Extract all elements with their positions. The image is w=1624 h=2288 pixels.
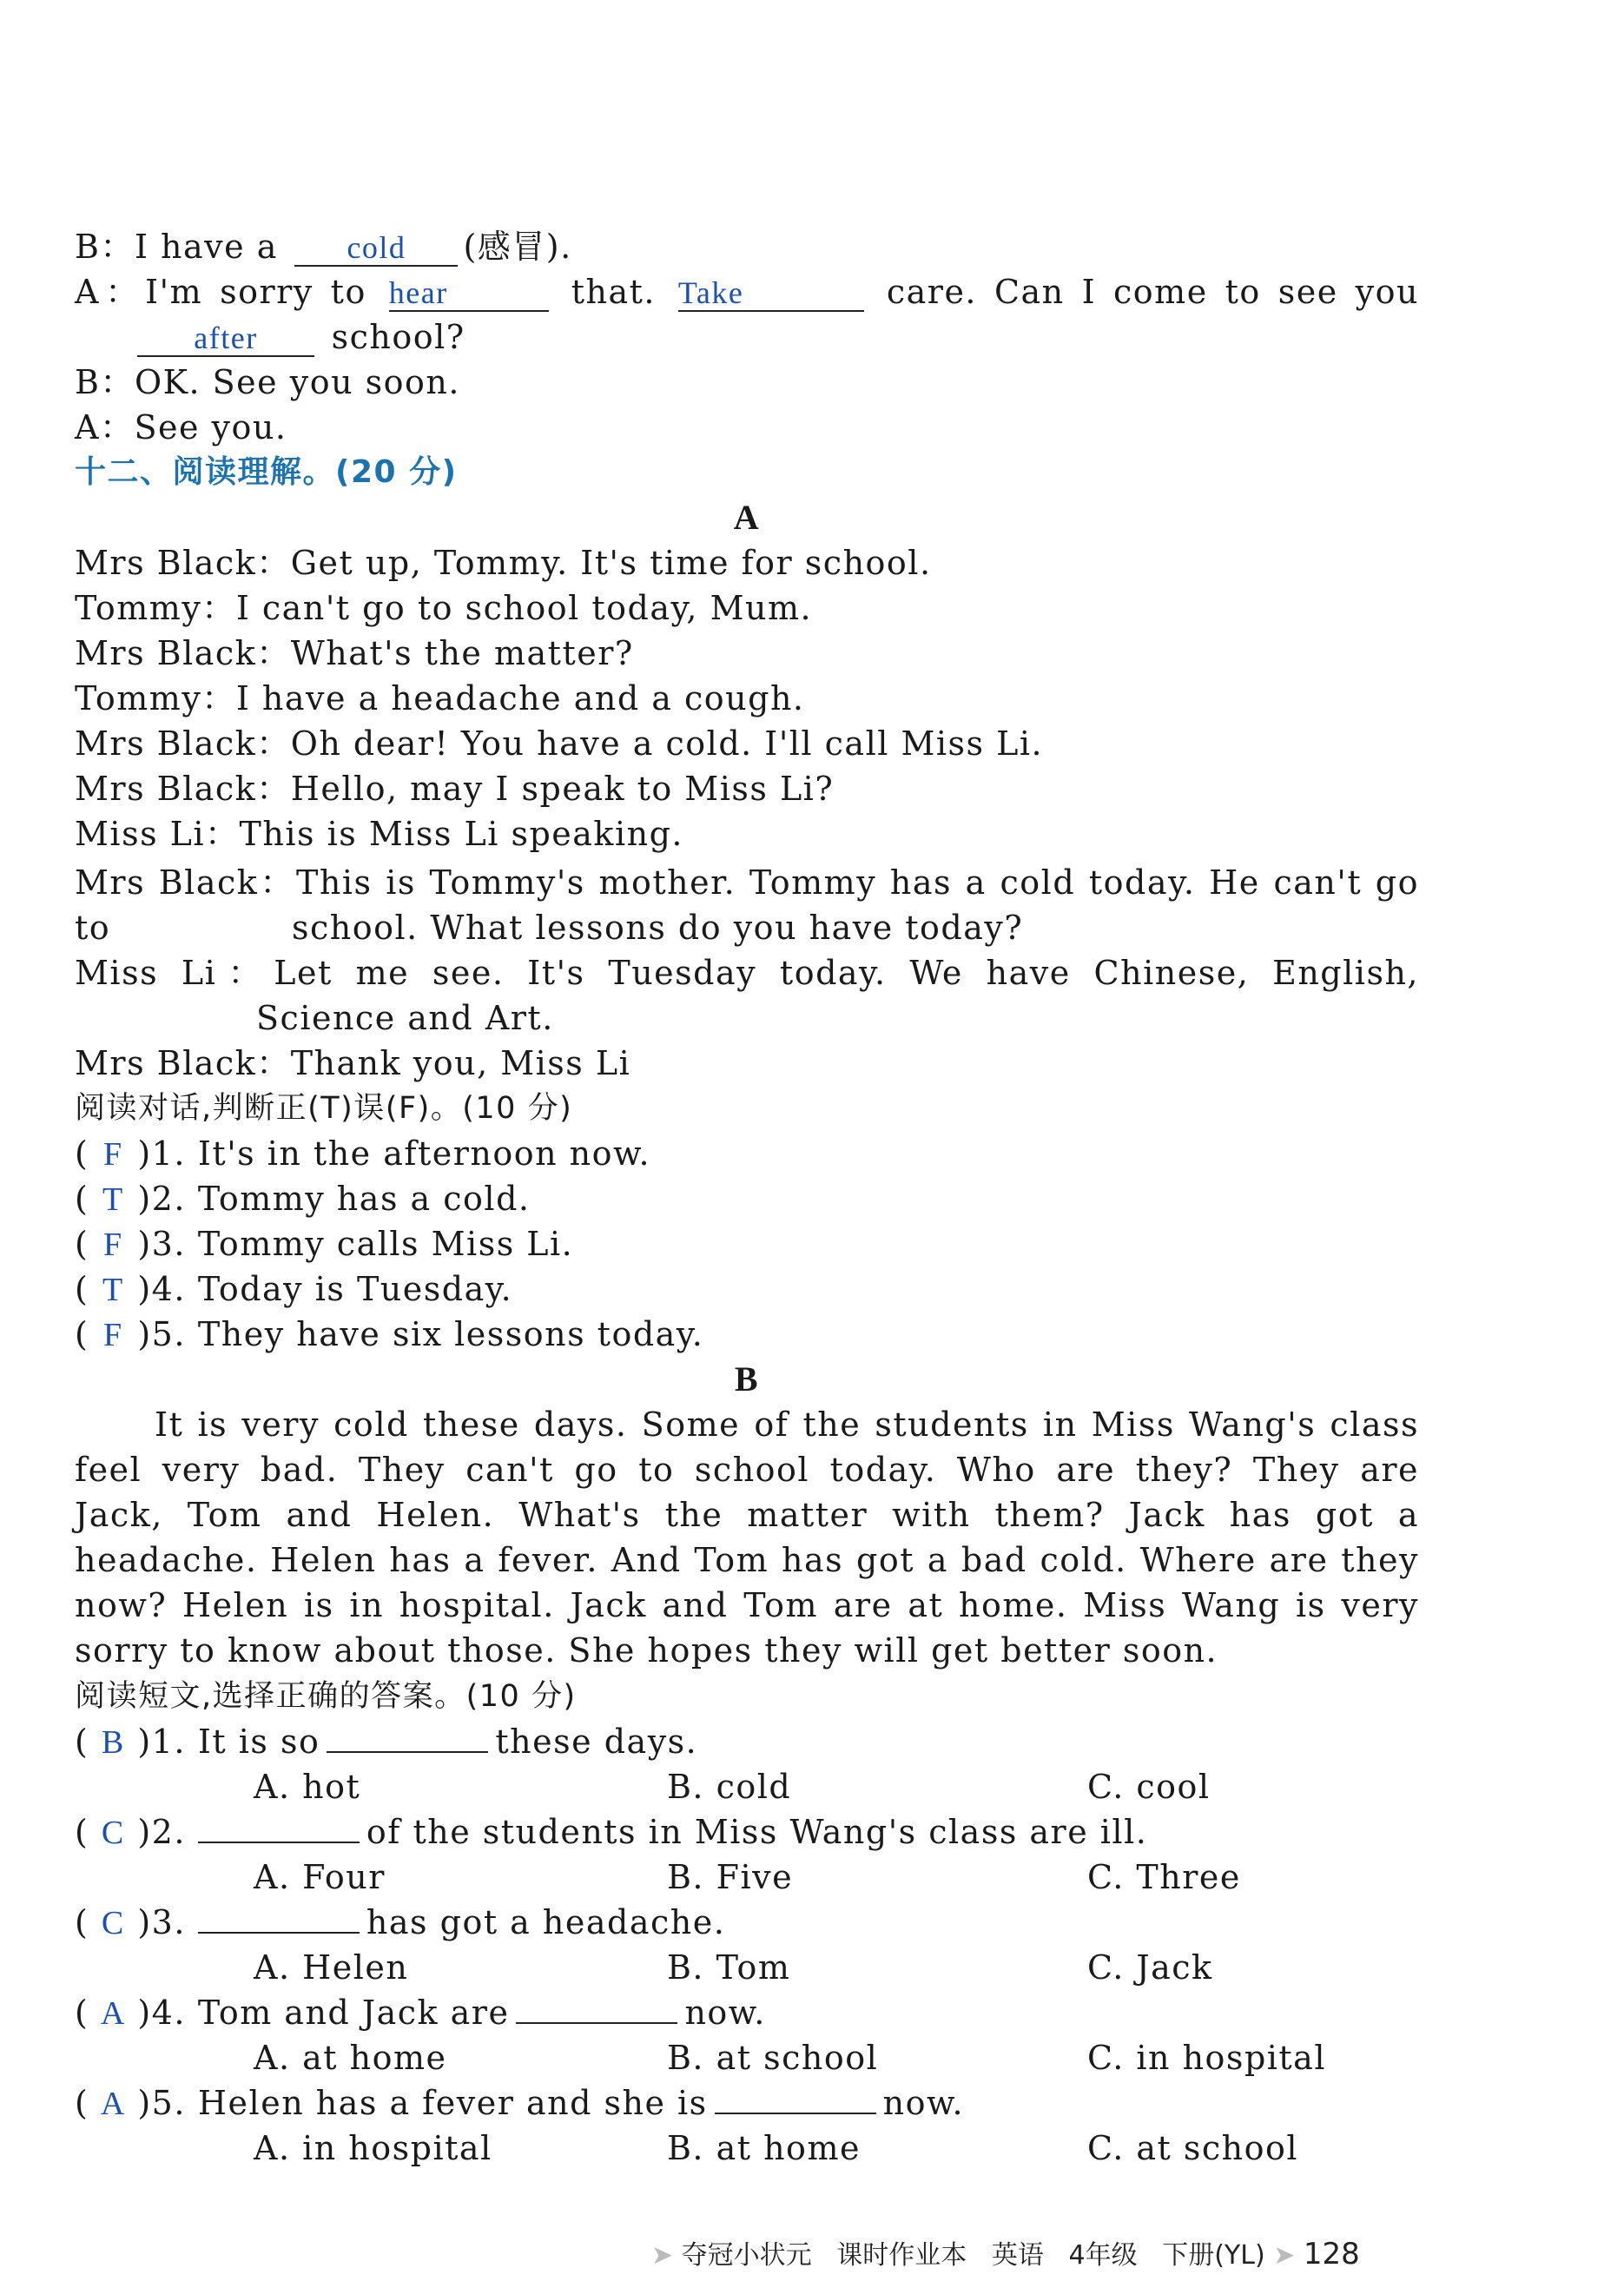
speaker: Mrs Black： (75, 724, 291, 763)
question-text: It's in the afternoon now. (197, 1134, 651, 1173)
dialogue-text: This is Miss Li speaking. (239, 815, 683, 853)
mc-answer[interactable]: C (101, 1815, 125, 1851)
dialogue-line-last (75, 1041, 630, 1086)
dialogue-text: I have a headache and a cough. (235, 679, 805, 717)
mc-answer[interactable]: B (101, 1724, 125, 1761)
dialogue-text: OK. See you soon. (134, 363, 460, 401)
passage-line: Jack, Tom and Helen. What's the matter with them? Jack has got a (75, 1496, 1419, 1534)
tf-answer[interactable]: T (102, 1181, 124, 1218)
paren-open: ( (75, 1903, 89, 1941)
speaker: A： (75, 273, 146, 311)
tf-question (75, 1176, 530, 1222)
footer-volume: 下册(YL) (1162, 2240, 1265, 2271)
footer-subject: 英语 (991, 2240, 1044, 2271)
option-b[interactable]: B. Tom (667, 1948, 791, 1987)
option-b[interactable]: B. cold (667, 1768, 792, 1806)
question-number: )1. (137, 1134, 186, 1173)
speaker: A： (75, 408, 135, 446)
speaker: Mrs Black： (75, 544, 291, 582)
dialogue-text: that. (571, 273, 656, 311)
dialogue-line-b2 (75, 360, 460, 405)
answer-blank-after[interactable]: after (137, 321, 314, 357)
page-footer (651, 2237, 1360, 2273)
dialogue-line (75, 540, 932, 585)
speaker: Tommy： (75, 589, 236, 627)
answer-blank[interactable] (715, 2083, 876, 2114)
paren-open: ( (75, 1180, 89, 1218)
question-body (198, 1994, 766, 2032)
question-number: )3. (137, 1903, 186, 1941)
mc-question (75, 2080, 964, 2126)
paren-open: ( (75, 1994, 89, 2032)
speaker: Tommy： (75, 679, 236, 717)
option-a[interactable]: A. at home (254, 2039, 447, 2077)
speaker: B： (75, 228, 135, 266)
paren-open: ( (75, 1315, 89, 1353)
page-number: 128 (1303, 2237, 1360, 2271)
dialogue-line (75, 676, 805, 721)
tf-answer[interactable]: F (103, 1227, 123, 1263)
question-body (198, 1813, 1147, 1851)
dialogue-text: I can't go to school today, Mum. (235, 589, 813, 627)
dialogue-text: I'm sorry to (145, 273, 366, 311)
dialogue-text: care. Can I come to see you (886, 273, 1419, 311)
question-number: )1. (137, 1723, 186, 1761)
speaker: Mrs Black： (75, 863, 297, 902)
dialogue-line-b1 (75, 224, 572, 269)
speaker: B： (75, 363, 135, 401)
answer-blank[interactable] (198, 1812, 360, 1843)
tf-question (75, 1266, 512, 1313)
part-a-label: A (733, 498, 761, 537)
section-heading: 十二、阅读理解。(20 分) (75, 454, 458, 490)
footer-book: 课时作业本 (836, 2240, 967, 2271)
question-number: )2. (137, 1180, 186, 1218)
question-text: now. (684, 1994, 766, 2032)
tf-answer[interactable]: F (103, 1136, 123, 1173)
option-a[interactable]: A. hot (254, 1768, 361, 1806)
option-b[interactable]: B. at home (667, 2129, 861, 2167)
tf-question (75, 1221, 573, 1267)
paren-open: ( (75, 1723, 89, 1761)
question-text: It is so (197, 1723, 320, 1761)
paren-open: ( (75, 1270, 89, 1308)
dialogue-text: Oh dear! You have a cold. I'll call Miss Li. (290, 724, 1044, 763)
passage-line: feel very bad. They can't go to school today. Who are they? They are (75, 1451, 1419, 1489)
question-text: has got a headache. (366, 1903, 726, 1941)
answer-blank-hear[interactable]: hear (389, 275, 549, 312)
mc-question (75, 1990, 766, 2036)
answer-blank[interactable] (516, 1993, 677, 2024)
tf-answer[interactable]: F (103, 1317, 123, 1353)
passage-line: It is very cold these days. Some of the students in Miss Wang's class (155, 1405, 1419, 1444)
speaker: Mrs Black： (75, 1044, 291, 1082)
passage-line: headache. Helen has a fever. And Tom has got a bad cold. Where are they (75, 1541, 1419, 1579)
dialogue-line (75, 631, 634, 676)
option-a[interactable]: A. Four (254, 1858, 386, 1896)
paren-open: ( (75, 1813, 89, 1851)
question-text: They have six lessons today. (197, 1315, 704, 1353)
answer-blank-take[interactable]: Take (678, 275, 864, 312)
tf-question (75, 1312, 703, 1358)
arrow-icon: ➤ (651, 2240, 674, 2271)
option-a[interactable]: A. in hospital (254, 2129, 492, 2167)
part-a-instruction: 阅读对话,判断正(T)误(F)。(10 分) (75, 1091, 573, 1126)
speaker: Mrs Black： (75, 634, 291, 672)
footer-grade: 4年级 (1068, 2240, 1138, 2271)
question-number: )5. (137, 1315, 186, 1353)
dialogue-line-a1-cont (137, 314, 465, 360)
option-c[interactable]: C. in hospital (1087, 2039, 1326, 2077)
tf-answer[interactable]: T (102, 1272, 124, 1308)
option-c[interactable]: C. cool (1087, 1768, 1211, 1806)
dialogue-line (75, 811, 683, 856)
mc-question (75, 1809, 1147, 1855)
passage-line: sorry to know about those. She hopes they will get better soon. (75, 1631, 1218, 1670)
question-body (198, 1723, 697, 1761)
paren-open: ( (75, 2084, 89, 2122)
option-c[interactable]: C. Three (1087, 1858, 1241, 1896)
option-a[interactable]: A. Helen (254, 1948, 409, 1987)
dialogue-text: (感冒). (463, 228, 572, 266)
dialogue-line (75, 721, 1043, 766)
dialogue-line (75, 585, 812, 631)
question-text: Helen has a fever and she is (197, 2084, 708, 2122)
option-c[interactable]: C. Jack (1087, 1948, 1213, 1987)
option-b[interactable]: B. Five (667, 1858, 794, 1896)
mc-question (75, 1900, 725, 1946)
question-number: )5. (137, 2084, 186, 2122)
question-text: of the students in Miss Wang's class are ill. (366, 1813, 1148, 1851)
dialogue-text: I have a (134, 228, 278, 266)
dialogue-text: Get up, Tommy. It's time for school. (290, 544, 932, 582)
dialogue-text: Hello, may I speak to Miss Li? (290, 770, 835, 808)
mc-answer[interactable]: A (100, 1995, 126, 2032)
part-b-instruction: 阅读短文,选择正确的答案。(10 分) (75, 1679, 577, 1714)
dialogue-line-a1 (75, 269, 1419, 314)
question-body (198, 1903, 725, 1941)
dialogue-text: school? (331, 318, 465, 356)
answer-blank-cold[interactable]: cold (294, 230, 458, 267)
question-text: Today is Tuesday. (197, 1270, 513, 1308)
question-number: )3. (137, 1225, 186, 1263)
dialogue-long-line-1-cont: school. What lessons do you have today? (292, 909, 1024, 947)
answer-blank[interactable] (198, 1902, 360, 1934)
dialogue-text: See you. (134, 408, 287, 446)
dialogue-text: Thank you, Miss Li (290, 1044, 631, 1082)
dialogue-long-line-2-cont: Science and Art. (256, 999, 554, 1037)
mc-question (75, 1719, 697, 1765)
question-number: )2. (137, 1813, 186, 1851)
paren-open: ( (75, 1225, 89, 1263)
question-number: )4. (137, 1994, 186, 2032)
question-text: now. (882, 2084, 965, 2122)
paren-open: ( (75, 1134, 89, 1173)
arrow-icon: ➤ (1273, 2240, 1296, 2271)
footer-brand: 夺冠小状元 (681, 2240, 812, 2271)
question-text: Tommy has a cold. (197, 1180, 531, 1218)
mc-answer[interactable]: C (101, 1905, 125, 1941)
passage-line: now? Helen is in hospital. Jack and Tom are at home. Miss Wang is very (75, 1586, 1419, 1624)
question-number: )4. (137, 1270, 186, 1308)
dialogue-text: What's the matter? (290, 634, 634, 672)
speaker: Mrs Black： (75, 770, 291, 808)
question-text: Tom and Jack are (197, 1994, 510, 2032)
dialogue-text: This is Tommy's mother. Tommy has a cold today. He can't go to (75, 863, 1419, 947)
option-c[interactable]: C. at school (1087, 2129, 1299, 2167)
question-text: Tommy calls Miss Li. (197, 1225, 574, 1263)
dialogue-text: Let me see. It's Tuesday today. We have Chinese, English, (274, 954, 1419, 992)
speaker: Miss Li： (75, 954, 274, 992)
speaker: Miss Li： (75, 815, 240, 853)
dialogue-long-line-2 (75, 950, 1419, 995)
mc-answer[interactable]: A (100, 2086, 126, 2122)
dialogue-line-a2 (75, 405, 287, 450)
question-body (198, 2084, 964, 2122)
answer-blank[interactable] (327, 1722, 488, 1753)
question-text: these days. (495, 1723, 698, 1761)
dialogue-line (75, 766, 834, 811)
tf-question (75, 1131, 650, 1177)
option-b[interactable]: B. at school (667, 2039, 879, 2077)
part-b-label: B (734, 1359, 760, 1399)
